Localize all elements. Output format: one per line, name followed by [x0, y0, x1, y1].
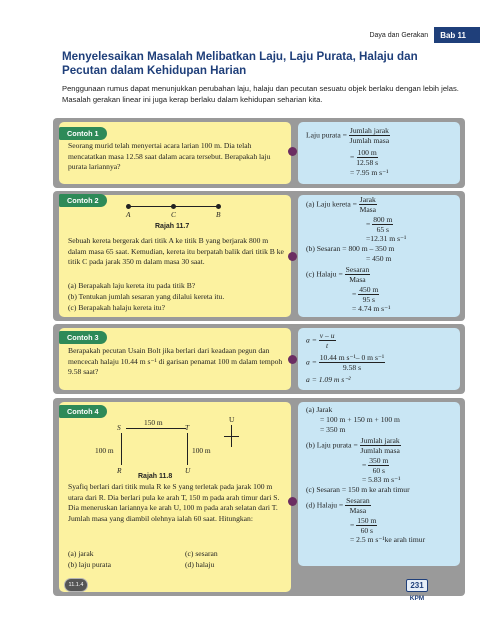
contoh-2-qa: (a) Berapakah laju kereta itu pada titik B? [68, 281, 196, 290]
fraction [345, 265, 371, 284]
point-b [216, 204, 221, 209]
fraction [356, 148, 378, 167]
chapter-header [369, 27, 480, 43]
denominator: Masa [349, 506, 367, 515]
ans-lhs: Laju purata = [306, 130, 347, 140]
numerator: 100 m [357, 148, 377, 157]
fraction [360, 436, 401, 455]
denominator: 60 s [372, 466, 386, 475]
ans-lhs: a = [306, 335, 317, 345]
denominator: 60 s [360, 526, 374, 535]
result-a: =12.31 m s⁻¹ [366, 234, 407, 243]
contoh-4-label: Contoh 4 [59, 405, 107, 418]
contoh-2-label: Contoh 2 [59, 194, 107, 207]
label-c: C [171, 210, 176, 219]
contoh-3-answer [306, 331, 385, 385]
publisher-mark: KPM [409, 595, 425, 602]
compass-cross-icon [224, 436, 239, 437]
answer-b-line2: = 450 m [366, 254, 392, 263]
denominator: t [326, 341, 329, 350]
denominator: 95 s [362, 295, 376, 304]
figure-caption: Rajah 11.7 [155, 223, 190, 230]
denominator: Masa [359, 205, 377, 214]
contoh-4-qc: (c) sesaran [185, 549, 218, 558]
result-d: = 2.5 m s⁻¹ke arah timur [350, 535, 426, 544]
fraction [359, 195, 377, 214]
distance-tu: 100 m [192, 446, 211, 455]
fraction [356, 516, 377, 535]
connector-dot [288, 147, 297, 156]
fraction [319, 331, 336, 350]
contoh-4-question: Syafiq berlari dari titik mula R ke S yang terletak pada jarak 100 m utara dari R. Dia berlari pula ke arah T, 150 m pada arah timur dari S. Dia meneruskan lariannya ke arah U, 100 m pada arah selatan dari T. Jumlah masa yang diambil olehnya ialah 60 saat. Hitungkan: [68, 482, 280, 523]
numerator: 450 m [359, 285, 379, 294]
numerator: Sesaran [346, 496, 370, 505]
answer-a-line3: = 350 m [320, 425, 346, 434]
denominator: Jumlah masa [349, 136, 390, 145]
contoh-2-qb: (b) Tentukan jumlah sesaran yang dilalui kereta itu. [68, 292, 225, 301]
contoh-4-qd: (d) halaju [185, 560, 215, 569]
ans-a-lhs: (a) Laju kereta = [306, 199, 357, 209]
fraction [319, 353, 385, 372]
label-a: A [126, 210, 131, 219]
numerator: v – u [319, 331, 335, 340]
result-b: = 5.83 m s⁻¹ [362, 475, 401, 484]
point-a [126, 204, 131, 209]
denominator: 12.58 s [356, 158, 379, 167]
answer-a-line1: (a) Jarak [306, 405, 333, 414]
figure-caption: Rajah 11.8 [138, 473, 173, 480]
point-s: S [117, 423, 121, 432]
ans-b-lhs: (b) Laju purata = [306, 440, 358, 450]
point-t: T [185, 423, 190, 432]
numerator: 10.44 m s⁻¹– 0 m s⁻¹ [319, 353, 385, 362]
page-title: Menyelesaikan Masalah Melibatkan Laju, Laju Purata, Halaju dan Pecutan dalam Kehidupan Harian [62, 50, 418, 77]
fraction [349, 126, 390, 145]
contoh-1-answer: Laju purata = $\frac{\text{Jumlah jarak}}{\text{Jumlah masa}}$ = $\frac{100 m}{12.58 s}$ = 7.95 m s⁻¹ [306, 126, 390, 177]
contoh-1-question: Seorang murid telah menyertai acara larian 100 m. Dia telah mencatatkan masa 12.58 saat dalam acara tersebut. Berapakah laju purata lariannya? [68, 141, 271, 171]
fraction [368, 456, 389, 475]
contoh-4-qa: (a) jarak [68, 549, 94, 558]
numerator: 800 m [373, 215, 393, 224]
connector-dot [288, 252, 297, 261]
page-number: 231 [406, 579, 427, 592]
contoh-3-question: Berapakah pecutan Usain Bolt jika berlari dari keadaan pegun dan mencecah halaju 10.44 m s⁻¹ di garisan penamat 100 m dalam tempoh 9.58 saat? [68, 346, 283, 376]
fraction [358, 285, 379, 304]
connector-dot [288, 497, 297, 506]
denominator: Masa [349, 275, 366, 284]
point-c [171, 204, 176, 209]
result: a = 1.09 m s⁻² [306, 375, 351, 384]
page-footer [402, 575, 432, 602]
section-name: Daya dan Gerakan [369, 31, 429, 39]
numerator: Sesaran [345, 265, 370, 274]
denominator: Jumlah masa [360, 446, 400, 455]
contoh-2-answer: (a) Laju kereta = $\frac{\text{Jarak}}{\text{Masa}}$ = $\frac{800 m}{65 s}$ =12.31 m s⁻¹ (b) Sesaran = 800 m – 350 m = 450 m (c) Halaju = $\frac{\text{Sesaran}}{\text{Masa}}$ = $\frac{450 m}{95 s}$ = 4.74 m s⁻¹ [306, 195, 407, 313]
numerator: 150 m [357, 516, 377, 525]
answer-c: (c) Sesaran = 150 m ke arah timur [306, 485, 410, 494]
fraction [372, 215, 393, 234]
result: = 7.95 m s⁻¹ [350, 168, 389, 177]
answer-a-line2: = 100 m + 150 m + 100 m [320, 415, 400, 424]
contoh-2-question: Sebuah kereta bergerak dari titik A ke titik B yang berjarak 800 m dalam masa 65 saat. Kemudian, kereta itu berpatah balik dari titik B ke titik C pada jarak 350 m dalam masa 30 saat. [68, 236, 284, 266]
denominator: 9.58 s [342, 363, 362, 372]
standard-badge: 11.1.4 [64, 578, 88, 592]
numerator: Jarak [359, 195, 376, 204]
ans-lhs: a = [306, 357, 317, 367]
numerator: Jumlah jarak [349, 126, 389, 135]
contoh-2-qc: (c) Berapakah halaju kereta itu? [68, 303, 165, 312]
segment-st [126, 428, 186, 429]
label-b: B [216, 210, 221, 219]
answer-b-line1: (b) Sesaran = 800 m – 350 m [306, 244, 395, 253]
contoh-4-qb: (b) laju purata [68, 560, 112, 569]
contoh-3-label: Contoh 3 [59, 331, 107, 344]
chapter-tab: Bab 11 [434, 27, 480, 43]
north-label: U [229, 415, 235, 424]
segment-tu [187, 433, 188, 465]
point-u: U [185, 466, 191, 475]
result-c: = 4.74 m s⁻¹ [352, 304, 391, 313]
numerator: 350 m [369, 456, 389, 465]
contoh-4-answer: (a) Jarak = 100 m + 150 m + 100 m = 350 m (b) Laju purata = $\frac{\text{Jumlah jarak}}{\text{Jumlah masa}}$ = $\frac{350 m}{60 s}$ = 5.83 m s⁻¹ (c) Sesaran = 150 m ke arah timur (d) Halaju = $\frac{\text{Sesaran}}{\text{Masa}}$ = $\frac{150 m}{60 s}$ = 2.5 m s⁻¹ke arah timur [306, 405, 426, 544]
segment-rs [121, 433, 122, 465]
ans-d-lhs: (d) Halaju = [306, 500, 344, 510]
denominator: 65 s [376, 225, 390, 234]
point-r: R [117, 466, 122, 475]
intro-paragraph: Penggunaan rumus dapat menunjukkan perubahan laju, halaju dan pecutan sesuatu objek berlaku dengan lebih jelas. Masalah gerakan linear ini juga kerap berlaku dalam kehidupan seharian kita. [62, 84, 459, 104]
distance-rs: 100 m [95, 446, 114, 455]
contoh-1-label: Contoh 1 [59, 127, 107, 140]
distance-st: 150 m [144, 418, 163, 427]
connector-dot [288, 355, 297, 364]
fraction [345, 496, 371, 515]
numerator: Jumlah jarak [360, 436, 400, 445]
ans-c-lhs: (c) Halaju = [306, 269, 343, 279]
